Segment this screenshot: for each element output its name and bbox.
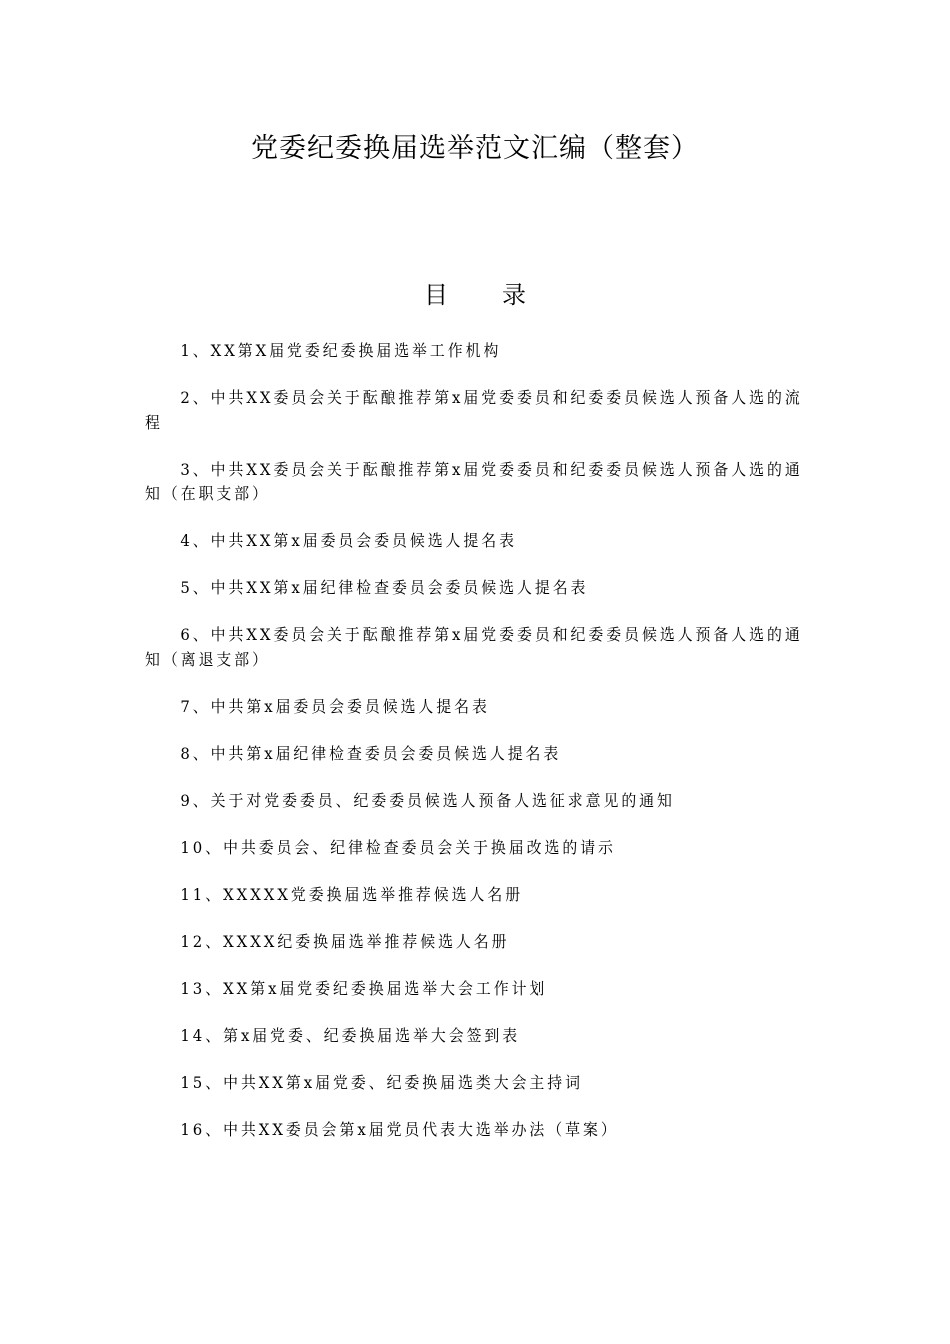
toc-item-3[interactable]: 3、中共XX委员会关于酝酿推荐第x届党委委员和纪委委员候选人预备人选的通知（在职支部） [145,459,803,503]
toc-heading-char-2: 录 [502,281,526,309]
toc-item-15[interactable]: 15、中共XX第x届党委、纪委换届选类大会主持词 [180,1072,584,1092]
toc-item-1[interactable]: 1、XX第X届党委纪委换届选举工作机构 [180,341,502,360]
toc-item-12[interactable]: 12、XXXX纪委换届选举推荐候选人名册 [180,931,510,951]
toc-item-14[interactable]: 14、第x届党委、纪委换届选举大会签到表 [180,1025,521,1045]
toc-heading-char-1: 目 [424,281,448,309]
toc-item-11[interactable]: 11、XXXXX党委换届选举推荐候选人名册 [180,884,524,904]
toc-heading [0,279,950,311]
toc-item-13[interactable]: 13、XX第x届党委纪委换届选举大会工作计划 [180,978,548,998]
document-title: 党委纪委换届选举范文汇编（整套） [251,133,699,164]
toc-item-8[interactable]: 8、中共第x届纪律检查委员会委员候选人提名表 [180,743,562,763]
toc-item-16[interactable]: 16、中共XX委员会第x届党员代表大选举办法（草案） [180,1119,619,1139]
toc-item-7[interactable]: 7、中共第x届委员会委员候选人提名表 [180,696,490,716]
toc-item-2[interactable]: 2、中共XX委员会关于酝酿推荐第x届党委委员和纪委委员候选人预备人选的流程 [145,388,803,432]
toc-item-10[interactable]: 10、中共委员会、纪律检查委员会关于换届改选的请示 [180,837,616,857]
table-of-contents [145,339,815,1165]
toc-item-5[interactable]: 5、中共XX第x届纪律检查委员会委员候选人提名表 [180,578,589,597]
toc-item-9[interactable]: 9、关于对党委委员、纪委委员候选人预备人选征求意见的通知 [180,790,675,810]
toc-item-4[interactable]: 4、中共XX第x届委员会委员候选人提名表 [180,531,517,550]
toc-item-6[interactable]: 6、中共XX委员会关于酝酿推荐第x届党委委员和纪委委员候选人预备人选的通知（离退支部） [145,625,803,669]
